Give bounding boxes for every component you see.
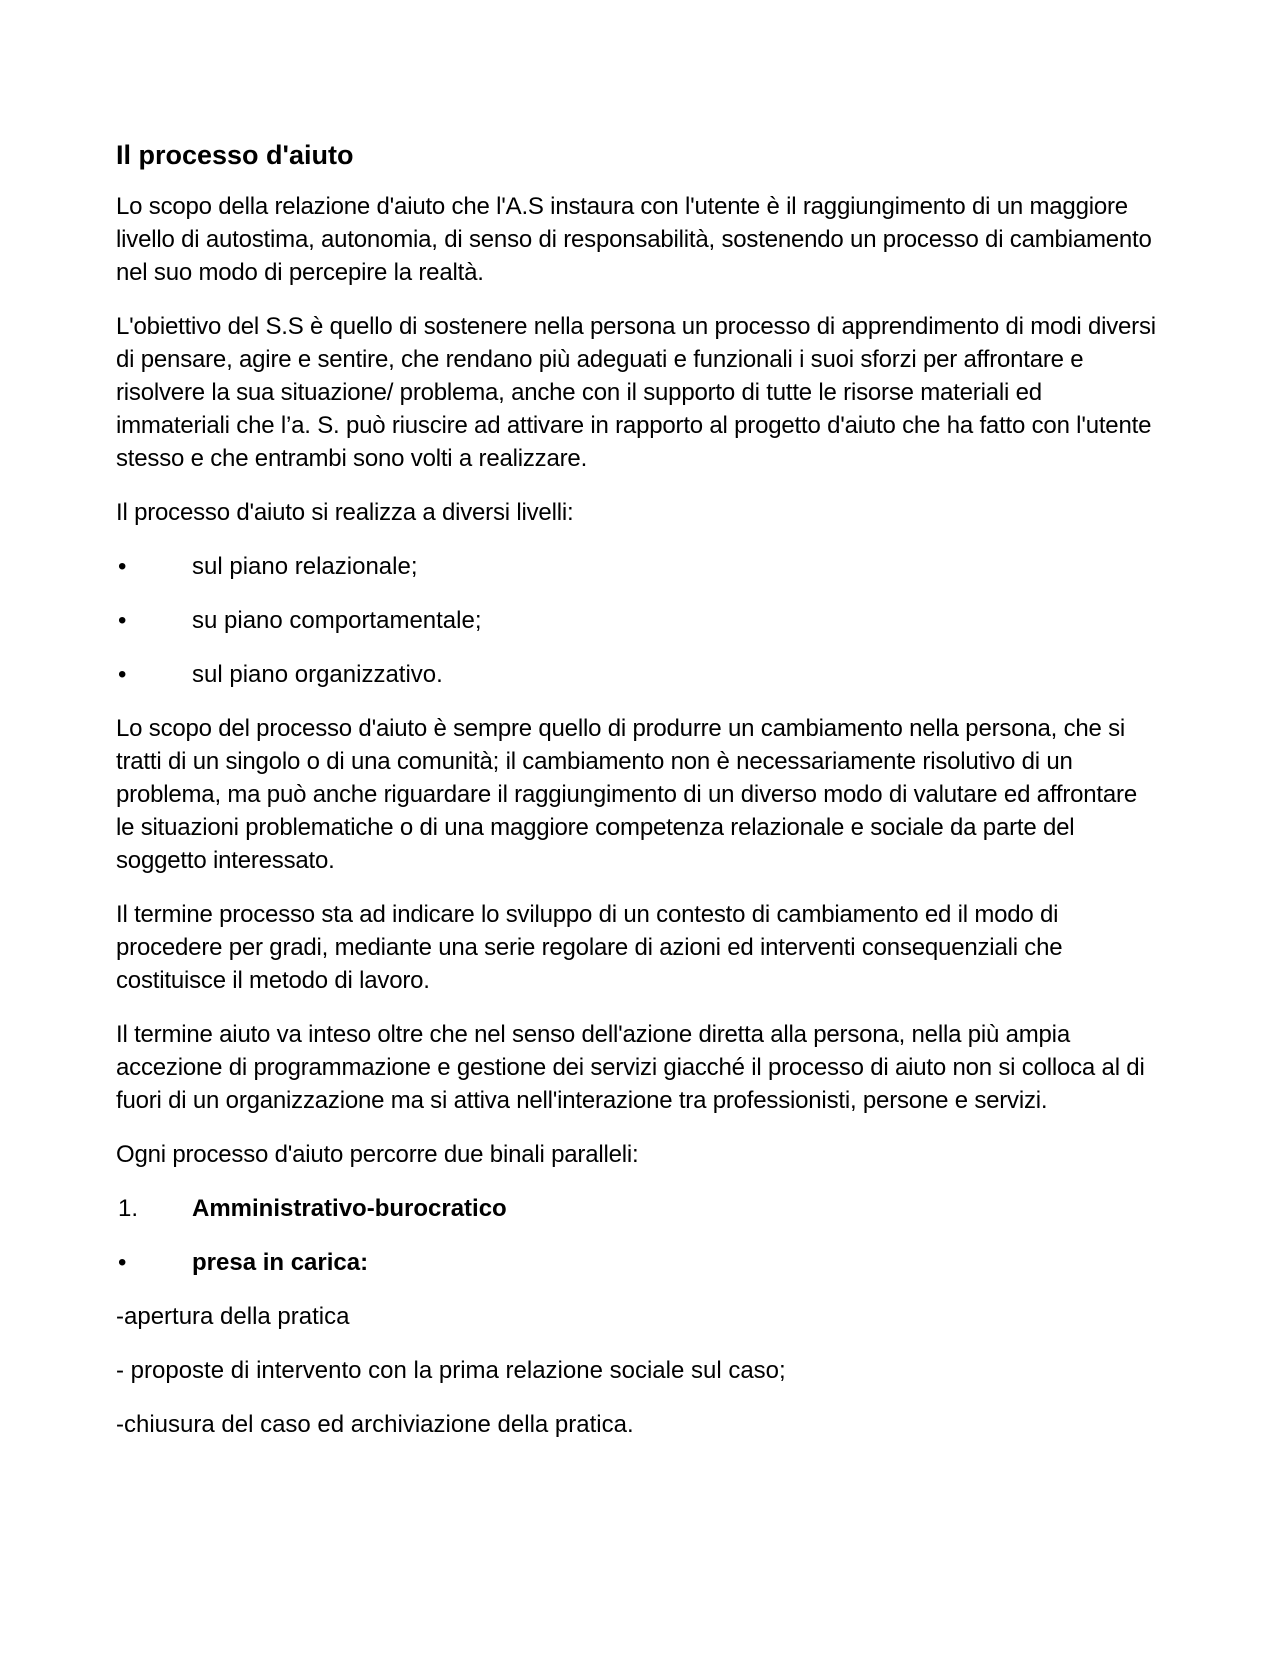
- numbered-item-text: Amministrativo-burocratico: [192, 1195, 507, 1222]
- bullet-marker: •: [118, 661, 127, 688]
- list-item: [116, 1246, 1156, 1279]
- document-page: [116, 138, 1156, 1462]
- dash-line: -apertura della pratica: [116, 1303, 350, 1330]
- bullet-marker: •: [118, 607, 127, 634]
- list-item: [116, 604, 1156, 637]
- number-marker: 1.: [118, 1195, 139, 1222]
- dash-line: -chiusura del caso ed archiviazione della pratica.: [116, 1411, 634, 1438]
- paragraph: Il termine aiuto va inteso oltre che nel senso dell'azione diretta alla persona, nella più ampia accezione di programmazione e gestione dei servizi giacché il processo di aiuto non si colloca al di fuori di un organizzazione ma si attiva nell'interazione tra professionisti, persone e servizi.: [116, 1021, 1145, 1114]
- list-item-text: su piano comportamentale;: [192, 607, 482, 634]
- list-item-text: sul piano relazionale;: [192, 553, 418, 580]
- paragraph: Lo scopo della relazione d'aiuto che l'A.S instaura con l'utente è il raggiungimento di un maggiore livello di autostima, autonomia, di senso di responsabilità, sostenendo un processo di cambiamento nel suo modo di percepire la realtà.: [116, 193, 1152, 286]
- document-title: Il processo d'aiuto: [116, 140, 354, 170]
- dash-line: - proposte di intervento con la prima relazione sociale sul caso;: [116, 1357, 786, 1384]
- list-item: [116, 550, 1156, 583]
- paragraph: Il termine processo sta ad indicare lo sviluppo di un contesto di cambiamento ed il modo di procedere per gradi, mediante una serie regolare di azioni ed interventi consequenziali che costituisce il metodo di lavoro.: [116, 901, 1063, 994]
- list-item-text: sul piano organizzativo.: [192, 661, 443, 688]
- numbered-item: [116, 1192, 1156, 1225]
- paragraph: Lo scopo del processo d'aiuto è sempre quello di produrre un cambiamento nella persona, che si tratti di un singolo o di una comunità; il cambiamento non è necessariamente risolutivo di un problema, ma può anche riguardare il raggiungimento di un diverso modo di valutare ed affrontare le situazioni problematiche o di una maggiore competenza relazionale e sociale da parte del soggetto interessato.: [116, 715, 1137, 874]
- paragraph: L'obiettivo del S.S è quello di sostenere nella persona un processo di apprendimento di modi diversi di pensare, agire e sentire, che rendano più adeguati e funzionali i suoi sforzi per affrontare e risolvere la sua situazione/ problema, anche con il supporto di tutte le risorse materiali ed immateriali che l’a. S. può riuscire ad attivare in rapporto al progetto d'aiuto che ha fatto con l'utente stesso e che entrambi sono volti a realizzare.: [116, 313, 1156, 472]
- list-item: [116, 658, 1156, 691]
- paragraph: Il processo d'aiuto si realizza a diversi livelli:: [116, 499, 574, 526]
- bullet-marker: •: [118, 553, 127, 580]
- list-item-text: presa in carica:: [192, 1249, 369, 1276]
- bullet-marker: •: [118, 1249, 127, 1276]
- paragraph: Ogni processo d'aiuto percorre due binali paralleli:: [116, 1141, 639, 1168]
